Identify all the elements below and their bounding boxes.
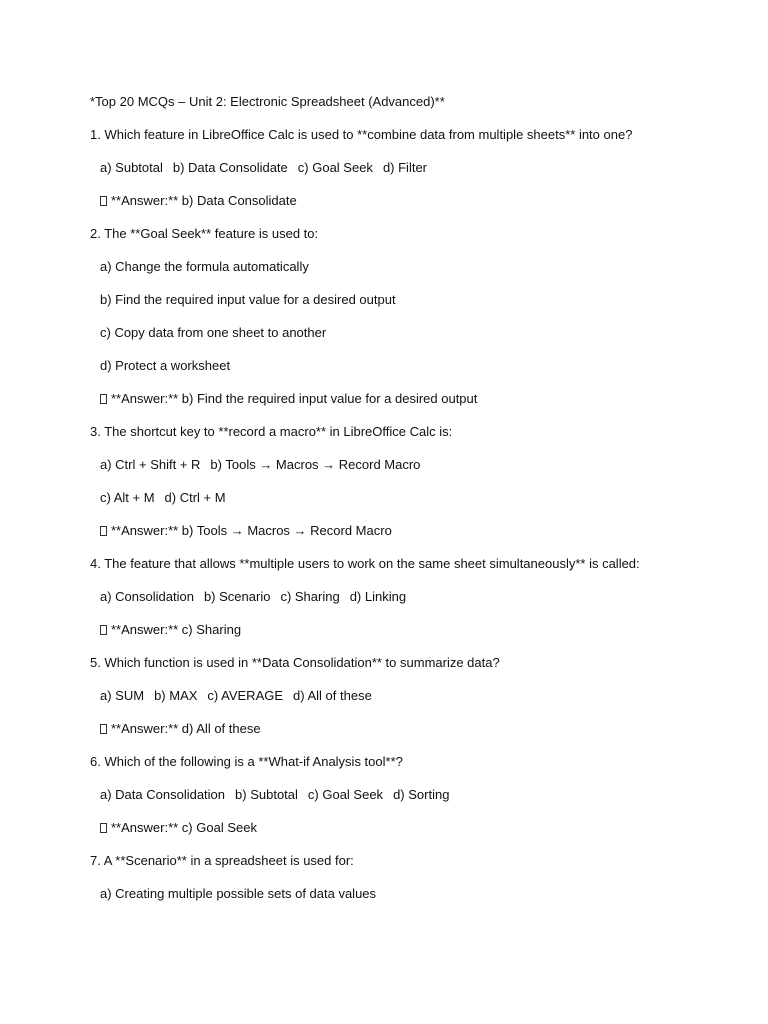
option: b) Scenario <box>203 589 271 604</box>
options-line <box>100 325 326 341</box>
option: c) Goal Seek <box>307 787 384 802</box>
options-line <box>100 358 230 374</box>
answer-line <box>100 523 392 539</box>
option: a) Consolidation <box>100 589 194 604</box>
question-text: 1. Which feature in LibreOffice Calc is used to **combine data from multiple sheets** into one? <box>90 127 633 142</box>
option: a) Subtotal <box>100 160 163 175</box>
option: c) Alt + M <box>100 490 155 505</box>
options-line <box>100 688 372 704</box>
option: a) Data Consolidation <box>100 787 226 802</box>
options-line <box>100 259 309 275</box>
option: c) Sharing <box>280 589 340 604</box>
answer-text: **Answer:** b) Data Consolidate <box>111 193 297 208</box>
question-text: 3. The shortcut key to **record a macro** in LibreOffice Calc is: <box>90 424 453 439</box>
option: d) Filter <box>382 160 427 175</box>
options-line <box>100 787 449 803</box>
option: c) Copy data from one sheet to another <box>100 325 327 340</box>
option: a) Change the formula automatically <box>100 259 309 274</box>
answer-line <box>100 193 297 209</box>
answer-text: **Answer:** c) Goal Seek <box>111 820 257 835</box>
question-text: 2. The **Goal Seek** feature is used to: <box>90 226 319 241</box>
option: a) SUM <box>100 688 145 703</box>
options-line <box>100 292 396 308</box>
answer-text: **Answer:** d) All of these <box>111 721 261 736</box>
question-text: 5. Which function is used in **Data Consolidation** to summarize data? <box>90 655 500 670</box>
option: d) Sorting <box>393 787 450 802</box>
question-text: 6. Which of the following is a **What-if Analysis tool**? <box>90 754 403 769</box>
options-line <box>100 490 226 506</box>
option: b) Subtotal <box>235 787 298 802</box>
answer-line <box>100 622 241 638</box>
option: d) Protect a worksheet <box>100 358 231 373</box>
option: a) Creating multiple possible sets of data values <box>100 886 377 901</box>
answer-line <box>100 820 257 836</box>
answer-marker-icon <box>100 196 107 206</box>
option: c) Goal Seek <box>297 160 373 175</box>
answer-marker-icon <box>100 526 107 536</box>
question-text: 7. A **Scenario** in a spreadsheet is used for: <box>90 853 354 868</box>
answer-marker-icon <box>100 625 107 635</box>
answer-marker-icon <box>100 394 107 404</box>
answer-marker-icon <box>100 823 107 833</box>
answer-marker-icon <box>100 724 107 734</box>
answer-text: **Answer:** b) Tools → Macros → Record Macro <box>111 523 392 538</box>
options-line <box>100 457 420 473</box>
answer-line <box>100 721 261 737</box>
option: b) Tools → Macros → Record Macro <box>210 457 421 472</box>
options-line <box>100 160 427 176</box>
answer-text: **Answer:** c) Sharing <box>111 622 242 637</box>
option: b) Find the required input value for a desired output <box>100 292 396 307</box>
option: d) Ctrl + M <box>164 490 226 505</box>
option: b) MAX <box>154 688 198 703</box>
question-text: 4. The feature that allows **multiple users to work on the same sheet simultaneously** is called: <box>90 556 640 571</box>
option: b) Data Consolidate <box>172 160 288 175</box>
options-line <box>100 886 376 902</box>
option: c) AVERAGE <box>207 688 284 703</box>
answer-line <box>100 391 477 407</box>
option: a) Ctrl + Shift + R <box>100 457 201 472</box>
option: d) Linking <box>349 589 407 604</box>
option: d) All of these <box>293 688 372 703</box>
document-title: *Top 20 MCQs – Unit 2: Electronic Spreadsheet (Advanced)** <box>90 94 445 109</box>
answer-text: **Answer:** b) Find the required input value for a desired output <box>111 391 478 406</box>
options-line <box>100 589 406 605</box>
